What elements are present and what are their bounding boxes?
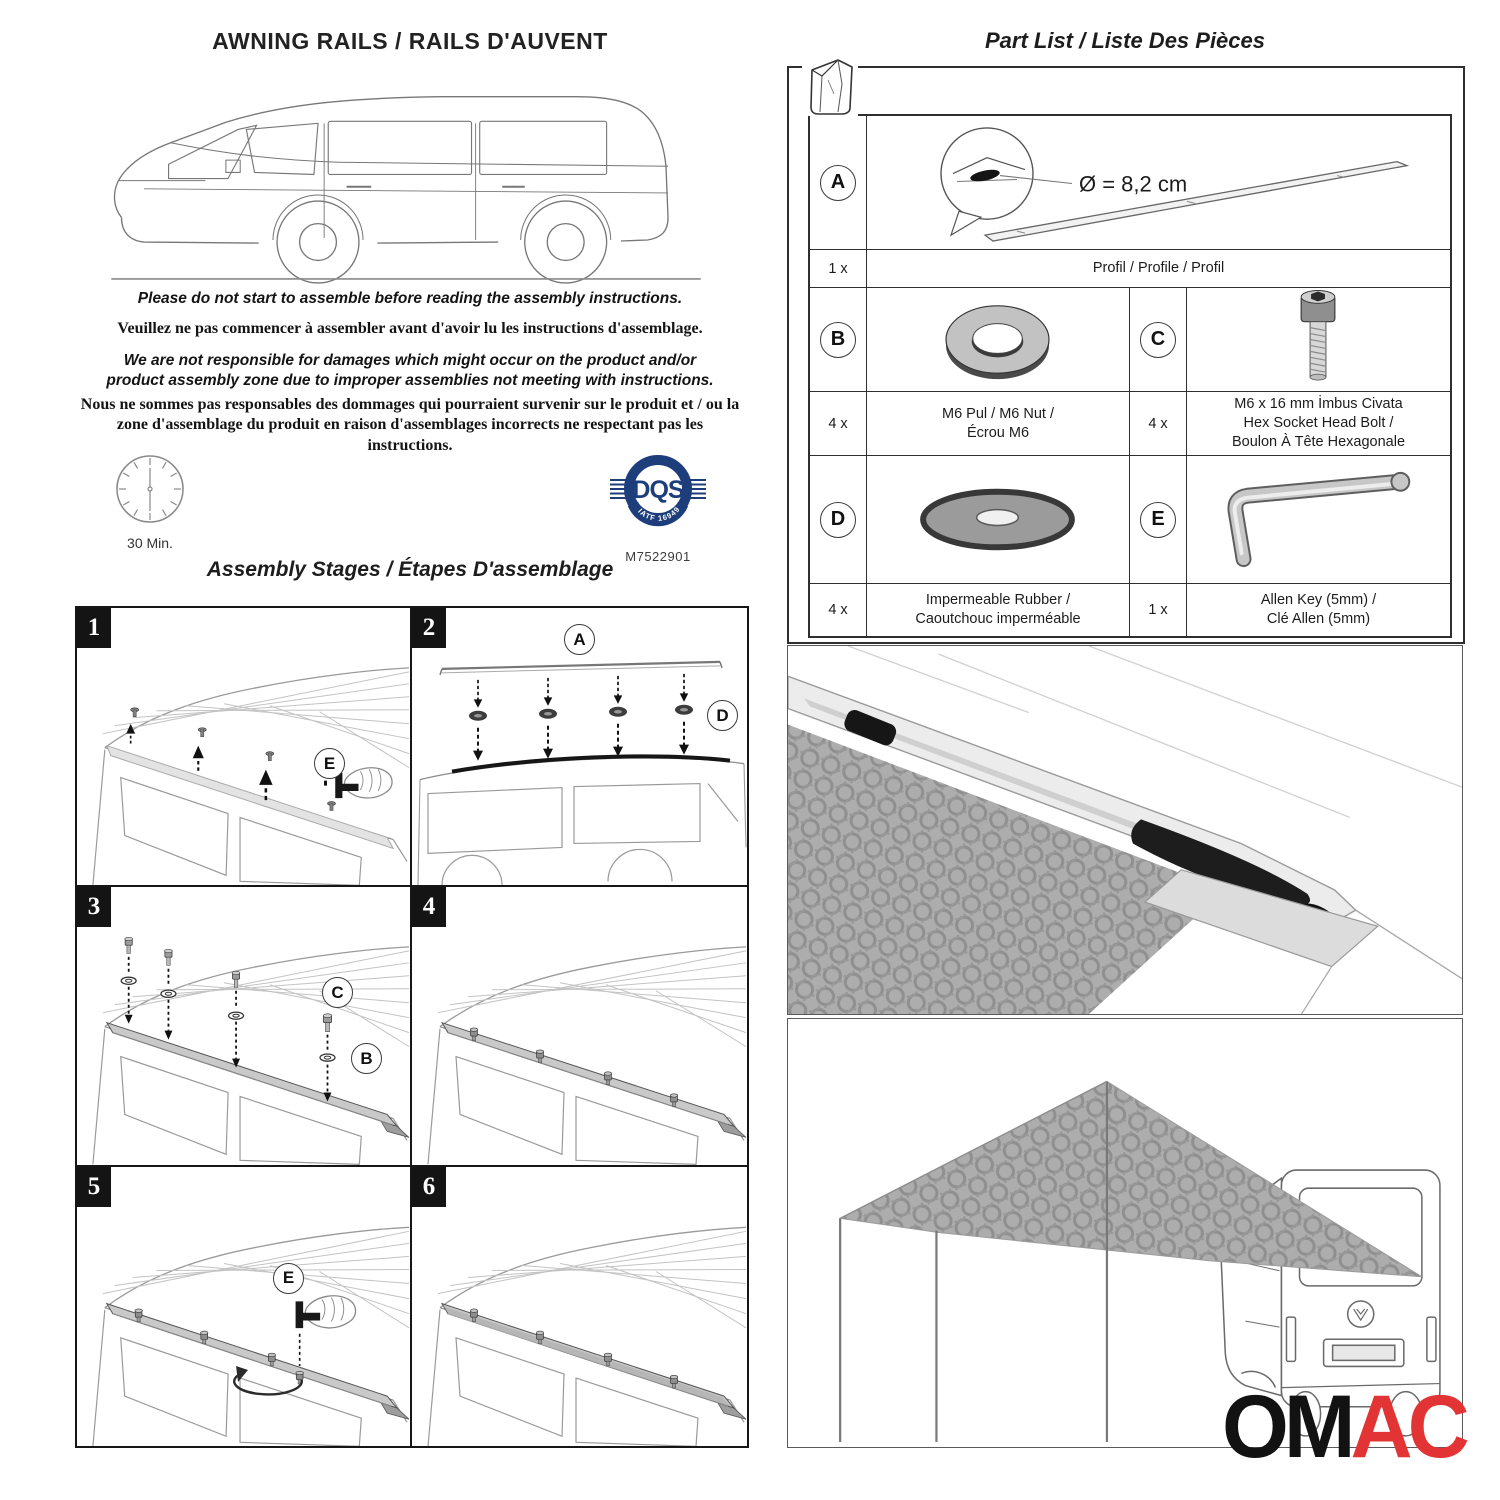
stage-number: 5 (77, 1167, 111, 1207)
stage-number: 6 (412, 1167, 446, 1207)
certification-block (608, 446, 708, 562)
part-d-qty: 4 x (810, 584, 867, 636)
rubber-seal-illustration (867, 456, 1129, 583)
part-c-name: M6 x 16 mm İmbus Civata Hex Socket Head Bolt / Boulon À Tête Hexagonale (1187, 392, 1450, 456)
warning-french-2: Nous ne sommes pas responsables des dommages qui pourraient survenir sur le produit et / ou la zone d'assemblage du produit en raison d'assemblages incorrects ne respectant pas les instructions. (80, 396, 740, 454)
part-c-label-cell (1130, 288, 1187, 392)
assembly-stage-3 (77, 887, 412, 1166)
part-b-name: M6 Pul / M6 Nut / Écrou M6 (867, 392, 1130, 456)
part-d-letter: D (820, 502, 856, 538)
stage-number: 2 (412, 608, 446, 648)
part-c-letter: C (1140, 322, 1176, 358)
parts-bag-icon (798, 50, 862, 120)
iatf-band-text: IATF 16949 (636, 504, 682, 523)
rail-diameter-note: Ø = 8,2 cm (1079, 171, 1188, 197)
part-label-b: B (351, 1043, 382, 1074)
omac-logo (1222, 1377, 1465, 1477)
part-e-name: Allen Key (5mm) / Clé Allen (5mm) (1260, 592, 1377, 627)
part-a-qty: 1 x (810, 250, 867, 288)
certification-number: M7522901 (625, 549, 691, 564)
stage-number: 3 (77, 887, 111, 927)
assembly-stage-1 (77, 608, 412, 887)
part-d-label-cell (810, 456, 867, 584)
part-d-image-cell (867, 456, 1130, 584)
hex-bolt-illustration (1187, 288, 1450, 391)
stage-6-illustration (412, 1167, 747, 1446)
assembly-stages-title: Assembly Stages / Étapes D'assemblage (206, 558, 614, 581)
allen-key-illustration (1187, 456, 1450, 583)
clock-icon (112, 452, 188, 528)
rail-profile-illustration (867, 116, 1450, 249)
rail-closeup-photo (787, 645, 1463, 1015)
part-label-a: A (564, 624, 595, 655)
part-c-qty: 4 x (1130, 392, 1187, 456)
dqs-logo-icon (608, 446, 708, 542)
part-b-qty: 4 x (810, 392, 867, 456)
stage-number: 1 (77, 608, 111, 648)
part-e-qty: 1 x (1130, 584, 1187, 636)
part-b-label-cell (810, 288, 867, 392)
part-b-letter: B (820, 322, 856, 358)
assembly-stage-4 (412, 887, 747, 1166)
stage-1-illustration (77, 608, 410, 885)
part-b-image-cell (867, 288, 1130, 392)
part-e-label-cell (1130, 456, 1187, 584)
assembly-time-label: 30 Min. (127, 535, 173, 551)
part-a-image-cell (867, 116, 1450, 250)
stage-3-illustration (77, 887, 410, 1164)
warning-french-1: Veuillez ne pas commencer à assembler avant d'avoir lu les instructions d'assemblage. (117, 320, 703, 337)
assembly-stage-2 (412, 608, 747, 887)
warning-english-1: Please do not start to assemble before reading the assembly instructions. (137, 290, 683, 307)
part-a-letter: A (820, 165, 856, 201)
page-title: AWNING RAILS / RAILS D'AUVENT (212, 28, 608, 54)
part-label-e: E (273, 1263, 304, 1294)
assembly-time-block (112, 452, 188, 552)
omac-logo-black-letters: OM (1222, 1377, 1351, 1477)
warning-english-2: We are not responsible for damages which might occur on the product and/or product assembly zone due to improper assemblies not meeting with instructions. (106, 352, 714, 390)
part-a-name: Profil / Profile / Profil (867, 250, 1450, 288)
omac-logo-red-letters: AC (1350, 1377, 1465, 1477)
part-d-name: Impermeable Rubber / Caoutchouc imperméable (867, 584, 1130, 636)
part-label-d: D (707, 700, 738, 731)
van-side-view-illustration (103, 66, 707, 284)
part-e-image-cell (1187, 456, 1450, 584)
part-label-c: C (322, 977, 353, 1008)
stage-5-illustration (77, 1167, 410, 1446)
part-label-e: E (314, 748, 345, 779)
stage-4-illustration (412, 887, 747, 1164)
washer-illustration (867, 288, 1129, 391)
part-e-letter: E (1140, 502, 1176, 538)
assembly-stage-6 (412, 1167, 747, 1446)
part-list-title: Part List / Liste Des Pièces (984, 28, 1266, 53)
stage-number: 4 (412, 887, 446, 927)
assembly-stages-grid (75, 606, 749, 1448)
part-c-image-cell (1187, 288, 1450, 392)
part-list-table (808, 114, 1452, 638)
assembly-stage-5 (77, 1167, 412, 1446)
part-a-label-cell (810, 116, 867, 250)
dqs-letters: DQS (632, 476, 684, 504)
